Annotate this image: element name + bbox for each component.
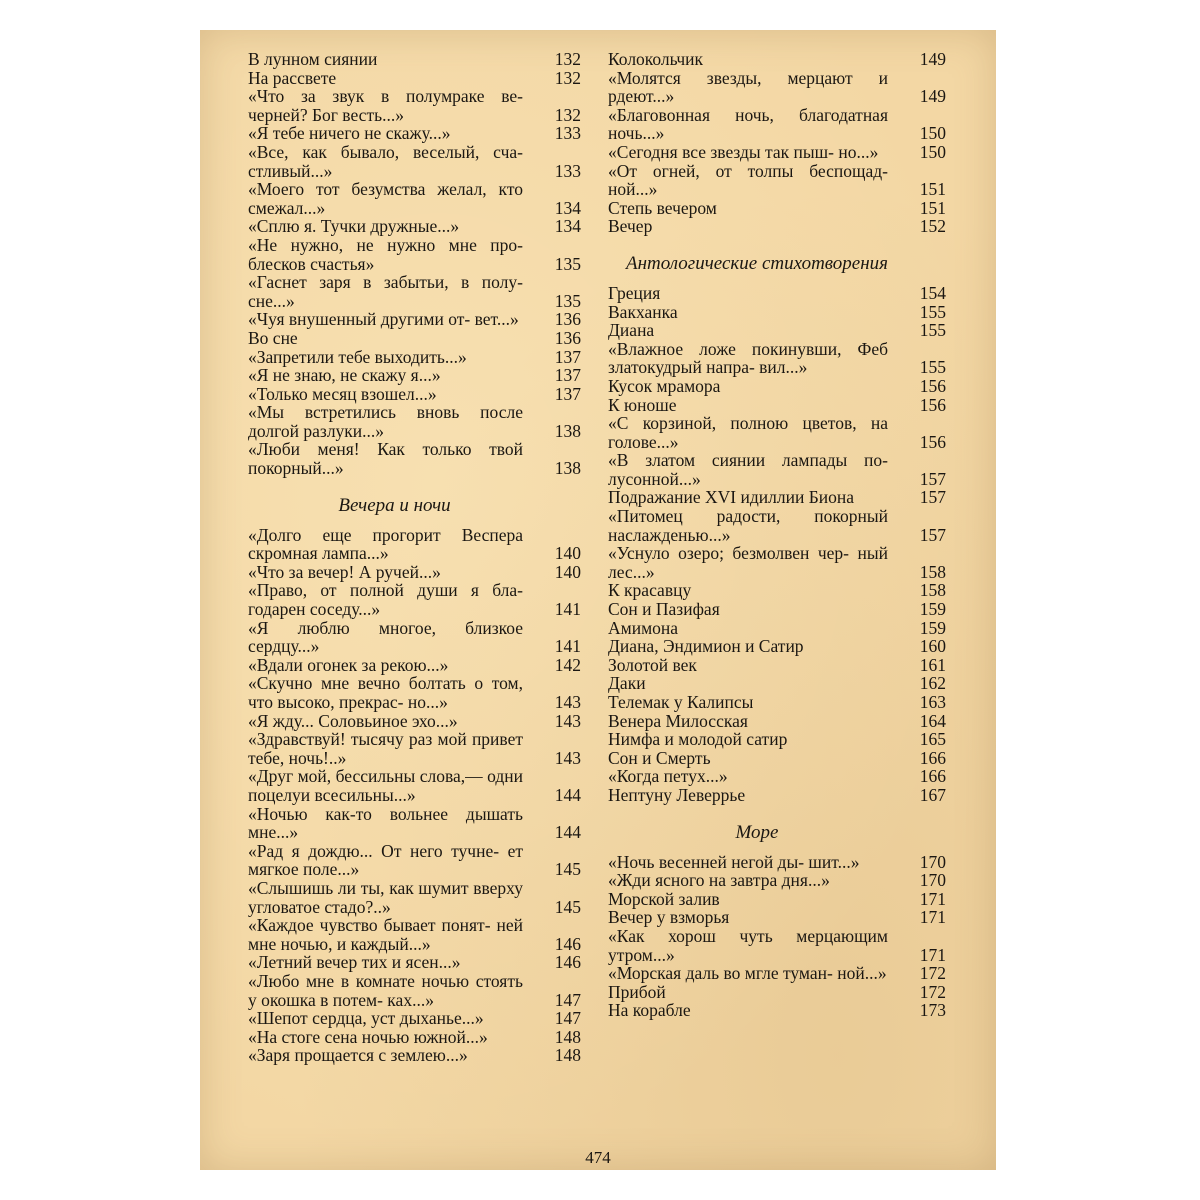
section-heading-sea: Море: [735, 821, 779, 843]
toc-entry-page: 155: [919, 357, 946, 378]
toc-entry-page: 156: [919, 431, 946, 452]
toc-entry-page: 148: [554, 1026, 581, 1047]
toc-entry-title: Во сне: [248, 327, 298, 348]
toc-entry-page: 145: [554, 859, 581, 880]
toc-entry-title: «Влажное ложе покинувши, Феб златокудрый напра- вил...»: [608, 338, 888, 378]
toc-entry-title: «Люби меня! Как только твой покорный...»: [248, 439, 523, 479]
toc-entry-title: «Когда петух...»: [608, 766, 728, 787]
toc-entry: [608, 69, 946, 106]
toc-entry-page: 141: [554, 636, 581, 657]
toc-entry-title: Диана, Эндимион и Сатир: [608, 636, 804, 657]
toc-entry: [248, 348, 581, 367]
toc-right-column: [608, 50, 946, 1020]
toc-entry-title: «Я жду... Соловьиное эхо...»: [248, 710, 458, 731]
toc-entry-page: 158: [919, 561, 946, 582]
toc-entry-title: Нимфа и молодой сатир: [608, 729, 788, 750]
toc-list-right-a: [608, 50, 946, 236]
toc-entry-title: «На стоге сена ночью южной...»: [248, 1026, 488, 1047]
toc-entry: [608, 693, 946, 712]
toc-entry-title: Диана: [608, 320, 655, 341]
toc-entry-title: «Ночью как-то вольнее дышать мне...»: [248, 803, 523, 843]
toc-entry-title: Морской залив: [608, 888, 720, 909]
toc-entry-page: 172: [919, 981, 946, 1002]
toc-entry-page: 147: [554, 989, 581, 1010]
toc-entry-page: 172: [919, 963, 946, 984]
toc-entry: [248, 329, 581, 348]
toc-entry-title: «Не нужно, не нужно мне про- блесков счастья»: [248, 234, 523, 274]
toc-entry-title: «Только месяц взошел...»: [248, 383, 437, 404]
toc-entry: [608, 730, 946, 749]
toc-entry-page: 141: [554, 599, 581, 620]
toc-entry: [608, 199, 946, 218]
toc-entry-title: «Сегодня все звезды так пыш- но...»: [608, 141, 879, 162]
toc-entry-page: 154: [919, 282, 946, 303]
toc-entry: [608, 451, 946, 488]
toc-entry-title: «Благовонная ночь, благодатная ночь...»: [608, 104, 888, 144]
toc-entry-page: 143: [554, 747, 581, 768]
toc-entry: [248, 50, 581, 69]
toc-entry-page: 171: [919, 944, 946, 965]
toc-entry: [248, 526, 581, 563]
toc-entry-title: «Гаснет заря в забытьи, в полу- сне...»: [248, 272, 523, 311]
toc-entry-page: 137: [554, 346, 581, 367]
toc-entry-page: 140: [554, 543, 581, 564]
toc-entry-page: 150: [919, 141, 946, 162]
toc-entry-page: 160: [919, 636, 946, 657]
toc-entry: [248, 953, 581, 972]
toc-entry-title: Прибой: [608, 981, 666, 1002]
toc-entry-page: 147: [554, 1008, 581, 1029]
toc-entry-page: 165: [919, 729, 946, 750]
toc-entry: [608, 927, 946, 964]
toc-entry: [248, 124, 581, 143]
toc-entry: [248, 310, 581, 329]
toc-entry-page: 146: [554, 952, 581, 973]
toc-entry-page: 167: [919, 784, 946, 805]
toc-entry: [608, 581, 946, 600]
toc-entry-title: Степь вечером: [608, 197, 717, 218]
toc-entry-title: В лунном сиянии: [248, 49, 378, 69]
toc-entry-page: 134: [554, 216, 581, 237]
toc-entry-page: 143: [554, 692, 581, 712]
toc-entry-page: 132: [554, 49, 581, 69]
toc-entry-page: 138: [554, 420, 581, 441]
toc-list-right-c: [608, 853, 946, 1020]
toc-left-column: [248, 50, 581, 1065]
toc-entry-title: Колокольчик: [608, 49, 703, 69]
toc-entry: [608, 414, 946, 451]
toc-entry-title: «Сплю я. Тучки дружные...»: [248, 216, 460, 237]
toc-entry-title: Вечер: [608, 216, 653, 237]
toc-entry-page: 148: [554, 1045, 581, 1066]
toc-entry-title: «Любо мне в комнате ночью стоять у окошка в потем- ках...»: [248, 970, 523, 1010]
toc-entry: [248, 563, 581, 582]
toc-entry: [248, 217, 581, 236]
toc-entry-title: «Уснуло озеро; безмолвен чер- ный лес...»: [608, 543, 888, 582]
toc-entry: [248, 366, 581, 385]
toc-entry: [248, 581, 581, 618]
toc-entry: [248, 674, 581, 711]
toc-entry-page: 145: [554, 896, 581, 917]
toc-entry: [608, 303, 946, 322]
toc-entry-title: «Я не знаю, не скажу я...»: [248, 365, 441, 386]
toc-entry-page: 149: [919, 86, 946, 107]
toc-entry-title: «От огней, от толпы беспощад- ной...»: [608, 160, 888, 200]
toc-entry: [608, 890, 946, 909]
toc-entry: [248, 916, 581, 953]
toc-entry-title: На рассвете: [248, 67, 337, 88]
toc-entry-title: К юноше: [608, 394, 677, 415]
toc-entry: [248, 143, 581, 180]
toc-entry: [248, 69, 581, 88]
toc-entry-title: «Шепот сердца, уст дыханье...»: [248, 1008, 484, 1029]
toc-entry-page: 166: [919, 747, 946, 768]
toc-entry-title: «Как хорош чуть мерцающим утром...»: [608, 925, 888, 965]
toc-entry-title: «Я люблю многое, близкое сердцу...»: [248, 617, 523, 657]
toc-entry: [248, 236, 581, 273]
toc-entry-page: 155: [919, 301, 946, 322]
toc-entry-title: Вечер у взморья: [608, 907, 730, 928]
toc-entry-title: Телемак у Калипсы: [608, 692, 754, 712]
toc-entry-page: 171: [919, 888, 946, 909]
toc-entry: [248, 1046, 581, 1065]
toc-entry: [248, 385, 581, 404]
toc-entry-title: «Слышишь ли ты, как шумит вверху угловатое стадо?..»: [248, 877, 523, 917]
toc-entry-title: «Чуя внушенный другими от- вет...»: [248, 309, 519, 330]
toc-entry-title: Венера Милосская: [608, 710, 748, 731]
toc-entry: [608, 983, 946, 1002]
toc-entry-page: 144: [554, 784, 581, 805]
toc-entry-page: 166: [919, 766, 946, 787]
toc-entry-page: 159: [919, 617, 946, 638]
toc-entry: [608, 786, 946, 805]
toc-entry: [608, 674, 946, 693]
toc-entry-title: Вакханка: [608, 301, 678, 322]
toc-entry-page: 151: [919, 197, 946, 218]
toc-entry-page: 135: [554, 253, 581, 274]
toc-entry: [608, 871, 946, 890]
toc-entry-title: «Друг мой, бессильны слова,— одни поцелуи всесильны...»: [248, 766, 523, 805]
toc-entry-title: К красавцу: [608, 580, 692, 601]
toc-entry: [608, 767, 946, 786]
toc-entry-page: 156: [919, 375, 946, 396]
toc-entry-title: Сон и Пазифая: [608, 599, 720, 620]
toc-entry-page: 170: [919, 870, 946, 891]
toc-entry: [608, 1001, 946, 1020]
toc-entry: [248, 842, 581, 879]
toc-entry-title: «Право, от полной души я бла- годарен соседу...»: [248, 580, 523, 620]
toc-entry-title: «Морская даль во мгле туман- ной...»: [608, 963, 887, 984]
toc-entry: [248, 972, 581, 1009]
toc-entry: [608, 106, 946, 143]
toc-entry-page: 132: [554, 67, 581, 88]
toc-entry: [248, 403, 581, 440]
toc-entry: [248, 879, 581, 916]
toc-entry-title: «Каждое чувство бывает понят- ней мне ночью, и каждый...»: [248, 915, 523, 954]
toc-entry-page: 157: [919, 524, 946, 545]
toc-entry: [608, 162, 946, 199]
toc-entry-title: «Жди ясного на завтра дня...»: [608, 870, 830, 891]
toc-entry: [248, 273, 581, 310]
toc-entry-page: 135: [554, 290, 581, 311]
toc-entry: [608, 656, 946, 675]
toc-entry-title: Даки: [608, 673, 646, 694]
toc-entry: [608, 321, 946, 340]
toc-entry: [608, 143, 946, 162]
toc-entry-page: 163: [919, 692, 946, 712]
toc-entry-title: «Летний вечер тих и ясен...»: [248, 952, 461, 973]
toc-entry-title: «С корзиной, полною цветов, на голове...»: [608, 413, 888, 452]
toc-entry-title: «Запретили тебе выходить...»: [248, 346, 467, 367]
toc-entry-page: 140: [554, 561, 581, 582]
section-heading-evenings-nights: Вечера и ночи: [338, 494, 451, 516]
toc-entry-page: 157: [919, 487, 946, 508]
toc-entry: [248, 767, 581, 804]
toc-entry-page: 137: [554, 383, 581, 404]
toc-entry: [608, 340, 946, 377]
toc-list-right-b: [608, 284, 946, 805]
toc-entry-page: 158: [919, 580, 946, 601]
toc-entry-title: «Моего тот безумства желал, кто смежал...»: [248, 179, 523, 218]
toc-entry-page: 134: [554, 197, 581, 218]
toc-entry: [248, 180, 581, 217]
toc-entry-title: «Питомец радости, покорный наслажденью...»: [608, 506, 888, 545]
toc-entry: [608, 749, 946, 768]
toc-entry-title: Подражание XVI идиллии Биона: [608, 487, 855, 508]
toc-entry-title: Греция: [608, 282, 661, 303]
toc-entry-title: Нептуну Леверрье: [608, 784, 746, 805]
toc-entry-title: «Что за звук в полумраке ве- черней? Бог весть...»: [248, 86, 523, 125]
toc-entry-title: Кусок мрамора: [608, 375, 721, 396]
toc-entry-title: «Рад я дождю... От него тучне- ет мягкое поле...»: [248, 840, 523, 880]
toc-entry-page: 170: [919, 851, 946, 872]
toc-entry-page: 142: [554, 654, 581, 675]
toc-entry-page: 146: [554, 933, 581, 954]
toc-entry-title: Амимона: [608, 617, 679, 638]
toc-entry-page: 161: [919, 654, 946, 675]
toc-entry: [248, 805, 581, 842]
toc-entry: [248, 656, 581, 675]
toc-entry-page: 164: [919, 710, 946, 731]
toc-entry-page: 159: [919, 599, 946, 620]
toc-entry-page: 150: [919, 123, 946, 144]
toc-entry-title: «Я тебе ничего не скажу...»: [248, 123, 451, 144]
toc-entry-title: «Мы встретились вновь после долгой разлуки...»: [248, 402, 523, 441]
toc-entry-page: 136: [554, 309, 581, 330]
section-heading-anthological: Антологические стихотворения: [626, 252, 888, 274]
toc-entry-page: 157: [919, 468, 946, 489]
toc-entry: [248, 87, 581, 124]
toc-entry-page: 155: [919, 320, 946, 341]
toc-entry-page: 152: [919, 216, 946, 237]
toc-entry: [248, 712, 581, 731]
toc-entry-title: Сон и Смерть: [608, 747, 711, 768]
toc-entry-page: 143: [554, 710, 581, 731]
toc-entry: [608, 637, 946, 656]
toc-entry-title: «Вдали огонек за рекою...»: [248, 654, 449, 675]
toc-entry-title: «Что за вечер! А ручей...»: [248, 561, 441, 582]
toc-entry: [608, 619, 946, 638]
toc-entry: [608, 217, 946, 236]
toc-entry-page: 162: [919, 673, 946, 694]
toc-list-left-b: [248, 526, 581, 1065]
toc-entry-page: 136: [554, 327, 581, 348]
toc-entry: [608, 396, 946, 415]
toc-entry-title: «Молятся звезды, мерцают и рдеют...»: [608, 67, 888, 107]
toc-entry-title: «Ночь весенней негой ды- шит...»: [608, 851, 860, 872]
toc-entry-page: 156: [919, 394, 946, 415]
toc-entry: [608, 377, 946, 396]
toc-entry-title: «Долго еще прогорит Веспера скромная лампа...»: [248, 524, 523, 564]
toc-entry-page: 171: [919, 907, 946, 928]
toc-entry: [608, 908, 946, 927]
toc-entry-title: «Все, как бывало, веселый, сча- стливый...»: [248, 141, 523, 181]
page-number: 474: [585, 1148, 611, 1167]
toc-entry: [248, 1009, 581, 1028]
toc-entry-title: «В златом сиянии лампады по- лусонной...»: [608, 450, 888, 489]
toc-entry-page: 132: [554, 104, 581, 125]
toc-entry: [608, 50, 946, 69]
toc-entry: [608, 600, 946, 619]
toc-entry-page: 151: [919, 179, 946, 200]
toc-entry-page: 133: [554, 160, 581, 181]
toc-entry: [608, 853, 946, 872]
toc-entry-title: «Скучно мне вечно болтать о том, что высоко, прекрас- но...»: [248, 673, 523, 712]
toc-entry: [248, 1028, 581, 1047]
toc-entry-title: Золотой век: [608, 654, 697, 675]
toc-entry: [608, 488, 946, 507]
toc-entry-page: 149: [919, 49, 946, 69]
toc-entry: [248, 619, 581, 656]
toc-entry-title: На корабле: [608, 1000, 691, 1021]
toc-entry-page: 144: [554, 822, 581, 843]
toc-entry-page: 173: [919, 1000, 946, 1021]
toc-entry: [248, 730, 581, 767]
toc-entry-title: «Заря прощается с землею...»: [248, 1045, 468, 1066]
toc-entry-page: 138: [554, 458, 581, 479]
toc-entry: [608, 284, 946, 303]
toc-entry: [248, 440, 581, 477]
toc-entry: [608, 712, 946, 731]
toc-entry: [608, 507, 946, 544]
book-page: [200, 30, 996, 1170]
toc-entry-title: «Здравствуй! тысячу раз мой привет тебе, ночь!..»: [248, 729, 523, 768]
toc-entry-page: 137: [554, 365, 581, 386]
toc-entry: [608, 544, 946, 581]
toc-entry-page: 133: [554, 123, 581, 144]
toc-list-left-a: [248, 50, 581, 478]
toc-entry: [608, 964, 946, 983]
